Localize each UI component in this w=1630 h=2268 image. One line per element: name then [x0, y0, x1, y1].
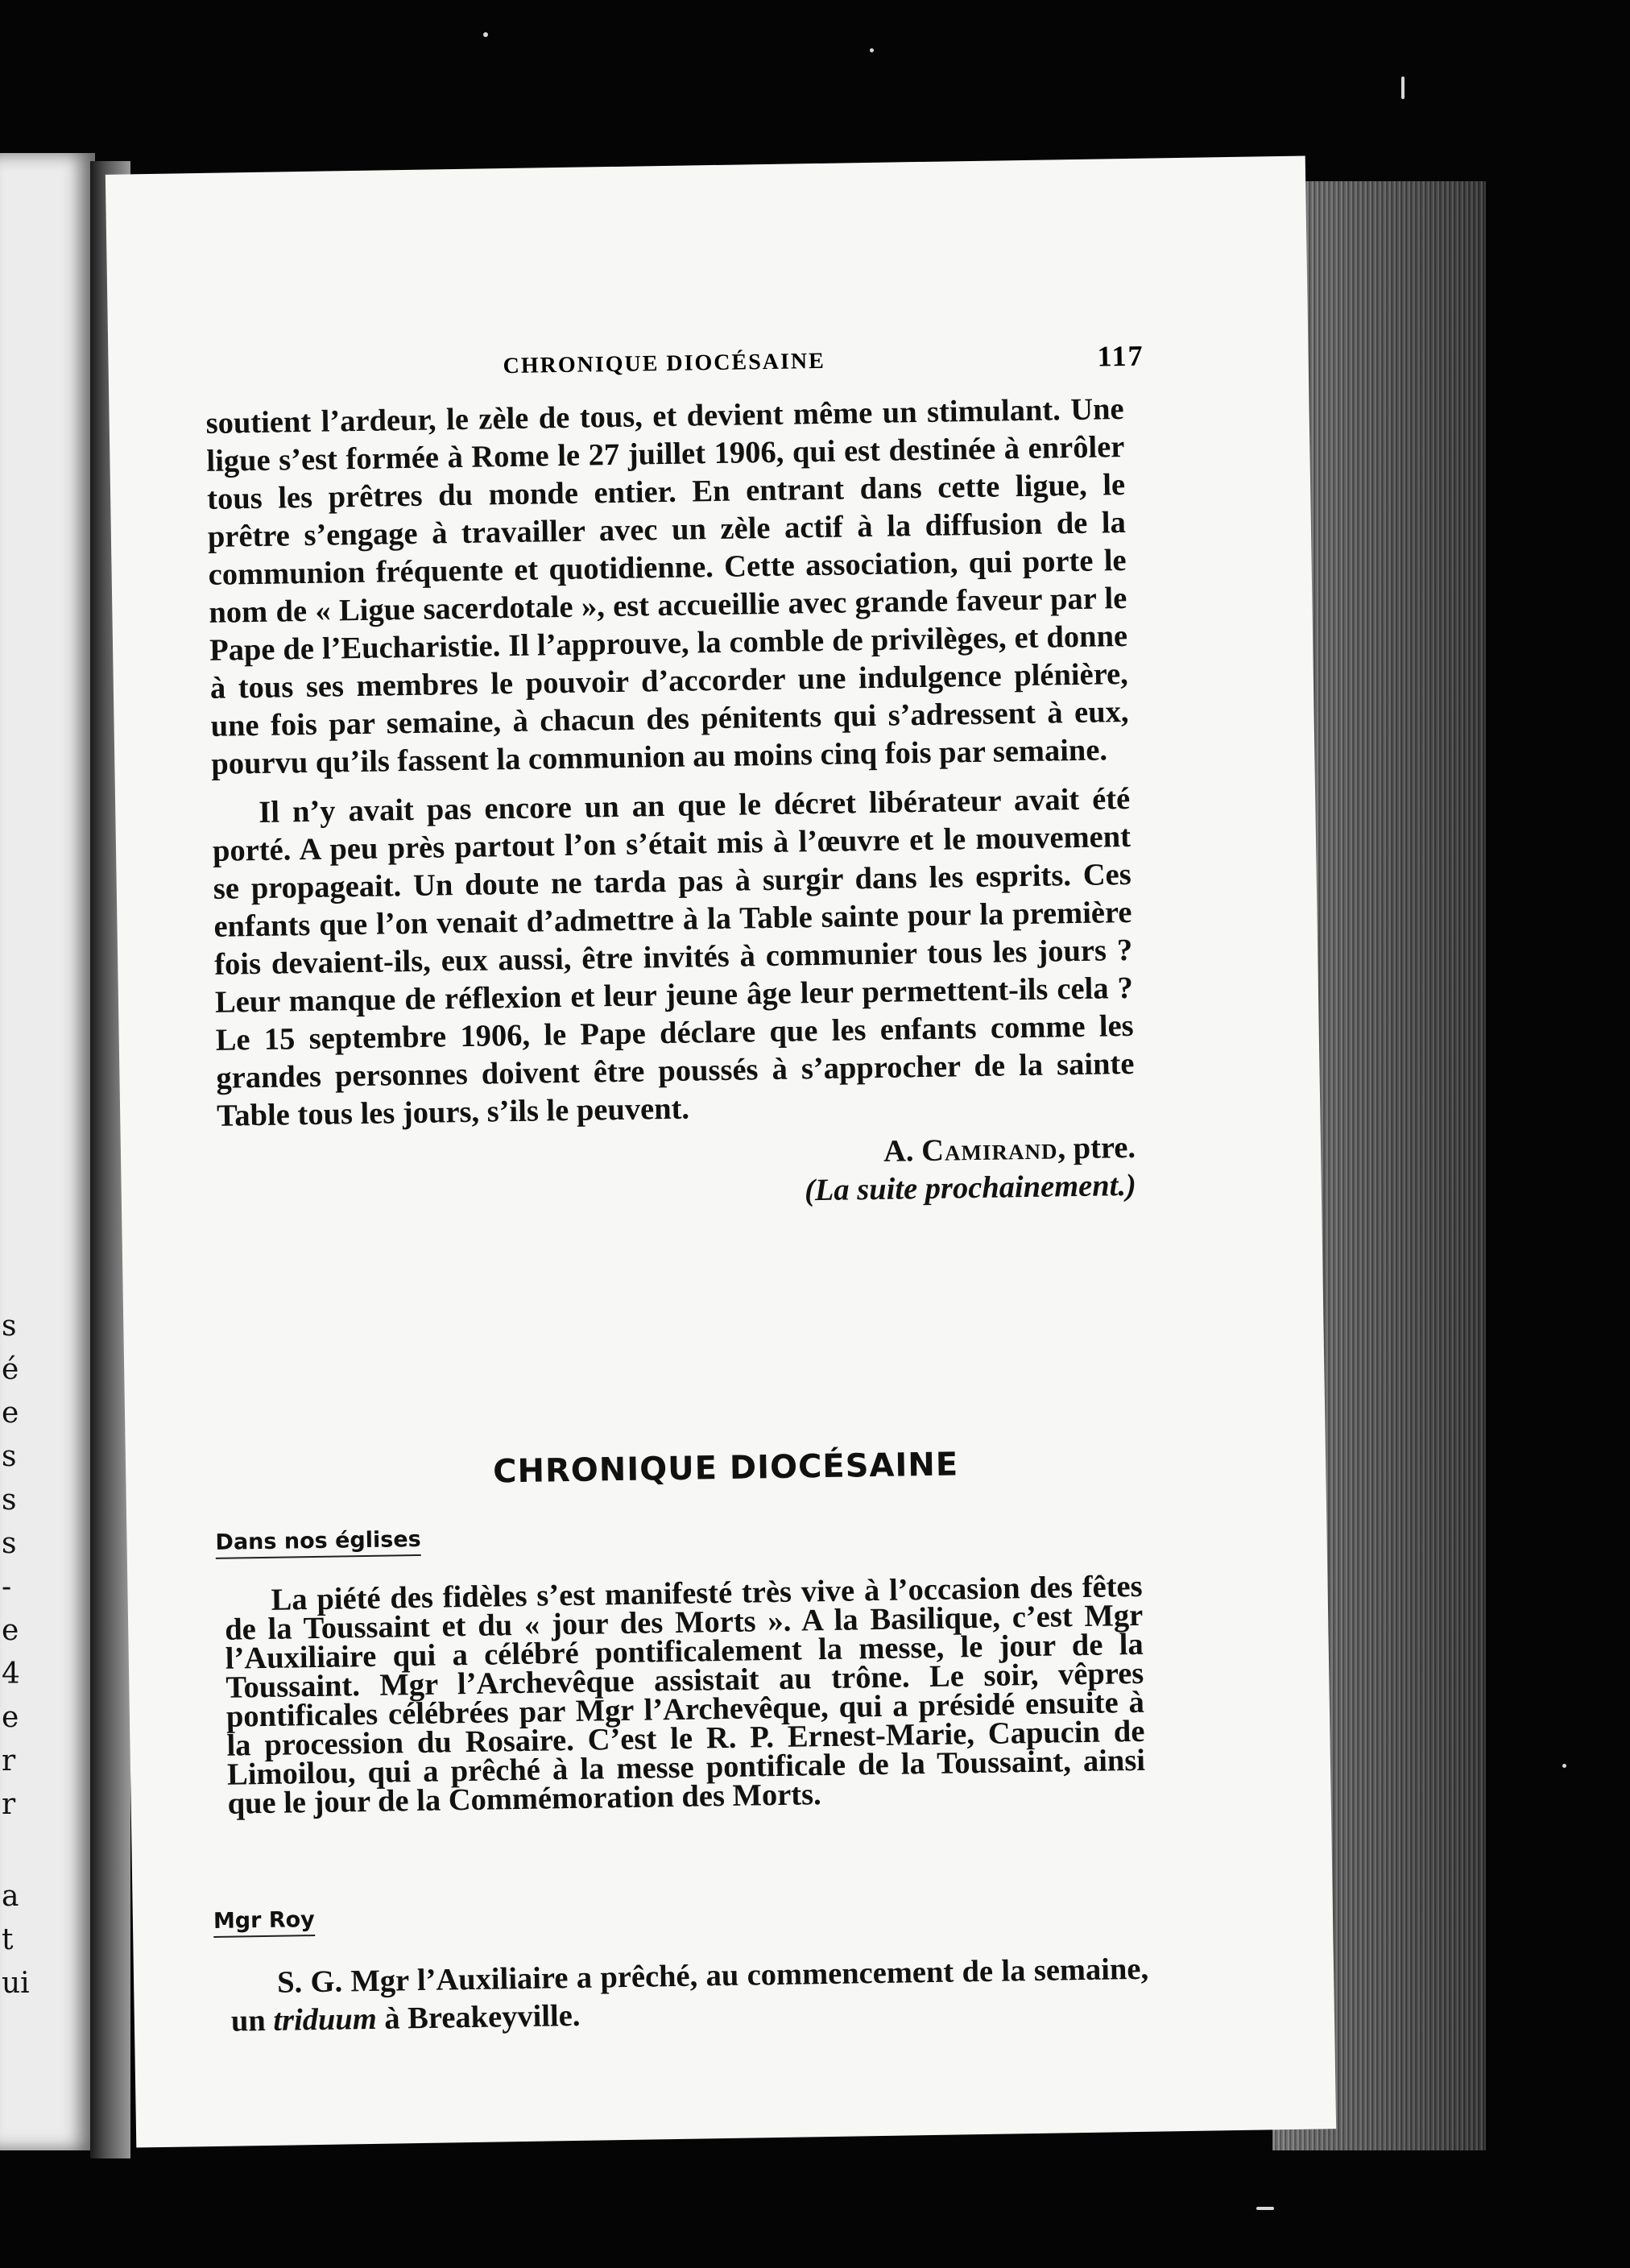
subhead-mgr-roy: Mgr Roy	[213, 1907, 315, 1938]
film-dust	[870, 48, 874, 52]
page-header	[108, 339, 1308, 379]
book-page	[105, 155, 1336, 2147]
section-title: CHRONIQUE DIOCÉSAINE	[492, 1446, 959, 1491]
film-dust	[483, 32, 488, 37]
subhead-eglises: Dans nos églises	[215, 1527, 421, 1559]
film-scratch	[1401, 77, 1405, 99]
paragraph-toussaint: La piété des fidèles s’est manifesté très vive à l’occasion des fêtes de la Toussaint et du « jour des Morts ». A la Basilique, c’est Mgr l’Auxiliaire qui a célébré pontificalement la messe, le jour de la Toussaint. Mgr l’Archevêque assistait au trône. Le soir, vêpres pontificales célébrées par Mgr l’Archevêque, qui a présidé ensuite à la procession du Rosaire. C’est le R. P. Ernest-Marie, Capucin de Limoilou, qui a prêché à la messe pontificale de la Toussaint, ainsi que le jour de la Commémoration des Morts.	[224, 1569, 1146, 1821]
film-dust	[1562, 1764, 1566, 1768]
roy-body	[230, 1951, 1149, 2041]
left-page-cut-text: s é e s s s - e 4 e r r a t ui	[2, 1310, 30, 2000]
section-body	[224, 1569, 1146, 1821]
paragraph-triduum: S. G. Mgr l’Auxiliaire a prêché, au commencement de la semaine, un triduum à Breakeyville.	[230, 1951, 1149, 2038]
paragraph-decret: Il n’y avait pas encore un an que le décret libérateur avait été porté. A peu près partout l’on s’était mis à l’œuvre et le mouvement se propageait. Un doute ne tarda pas à surgir dans les esprits. Ces enfants que l’on venait d’admettre à la Table sainte pour la première fois devaient-ils, eux aussi, être invités à communier tous les jours ? Leur manque de réflexion et leur jeune âge leur permettent-ils cela ? Le 15 septembre 1906, le Pape déclare que les enfants comme les grandes personnes doivent être poussés à s’approcher de la sainte Table tous les jours, s’ils le peuvent.	[212, 781, 1135, 1133]
running-title: CHRONIQUE DIOCÉSAINE	[503, 348, 826, 379]
paragraph-ligue: soutient l’ardeur, le zèle de tous, et devient même un stimulant. Une ligue s’est formée à Rome le 27 juillet 1906, qui est destinée à enrôler tous les prêtres du monde entier. En entrant dans cette ligue, le prêtre s’engage à travailler avec un zèle actif à la diffusion de la communion fréquente et quotidienne. Cette association, qui porte le nom de « Ligue sacerdotale », est accueillie avec grande faveur par le Pape de l’Eucharistie. Il l’approuve, la comble de privilèges, et donne à tous ses membres le pouvoir d’accorder une indulgence plénière, une fois par semaine, à chacun des pénitents qui s’adressent à eux, pourvu qu’ils fassent la communion au moins cinq fois par semaine.	[205, 392, 1129, 781]
page-number: 117	[1097, 339, 1144, 373]
article-continuation	[205, 391, 1136, 1219]
left-facing-page	[0, 153, 95, 2150]
continued-note: (La suite prochainement.)	[804, 1168, 1137, 1208]
signature: A. Camirand, ptre.	[883, 1130, 1136, 1169]
film-scratch	[1256, 2207, 1274, 2210]
